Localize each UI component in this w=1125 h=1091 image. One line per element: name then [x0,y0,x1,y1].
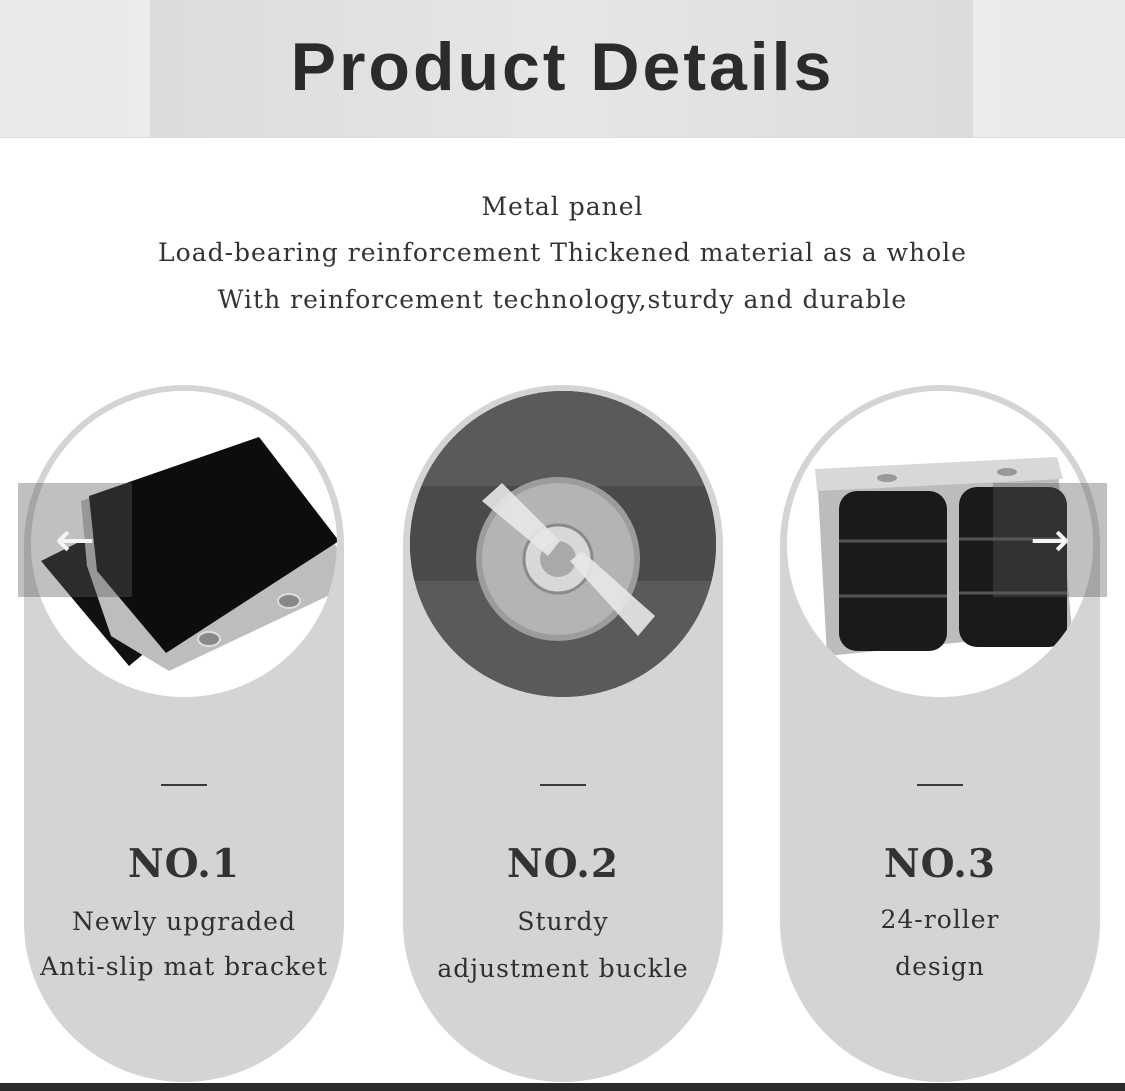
intro-line-3: With reinforcement technology,sturdy and durable [217,285,908,314]
feature-number: NO.3 [883,841,997,887]
feature-line-2: design [895,952,985,981]
arrow-left-icon: ← [54,512,96,568]
feature-line-1: 24-roller [880,905,1000,934]
feature-line-1: Newly upgraded [72,907,296,936]
feature-number: NO.2 [506,841,620,887]
carousel-next-button[interactable] [993,483,1107,597]
bottom-bar [0,1083,1125,1091]
carousel-prev-button[interactable] [18,483,132,597]
buckle-image [410,391,716,697]
feature-card-2 [403,385,723,1082]
page-title: Product Details [290,29,835,105]
divider [917,784,963,786]
divider [540,784,586,786]
divider [161,784,207,786]
feature-line-2: Anti-slip mat bracket [40,952,328,981]
feature-line-1: Sturdy [517,907,609,936]
intro-line-1: Metal panel [481,192,644,221]
feature-line-2: adjustment buckle [437,954,689,983]
wing-nut-buckle-photo [410,391,716,697]
intro-line-2: Load-bearing reinforcement Thickened material as a whole [158,238,967,267]
feature-number: NO.1 [127,841,241,887]
arrow-right-icon: → [1029,512,1071,568]
roller-column-left [839,491,947,651]
